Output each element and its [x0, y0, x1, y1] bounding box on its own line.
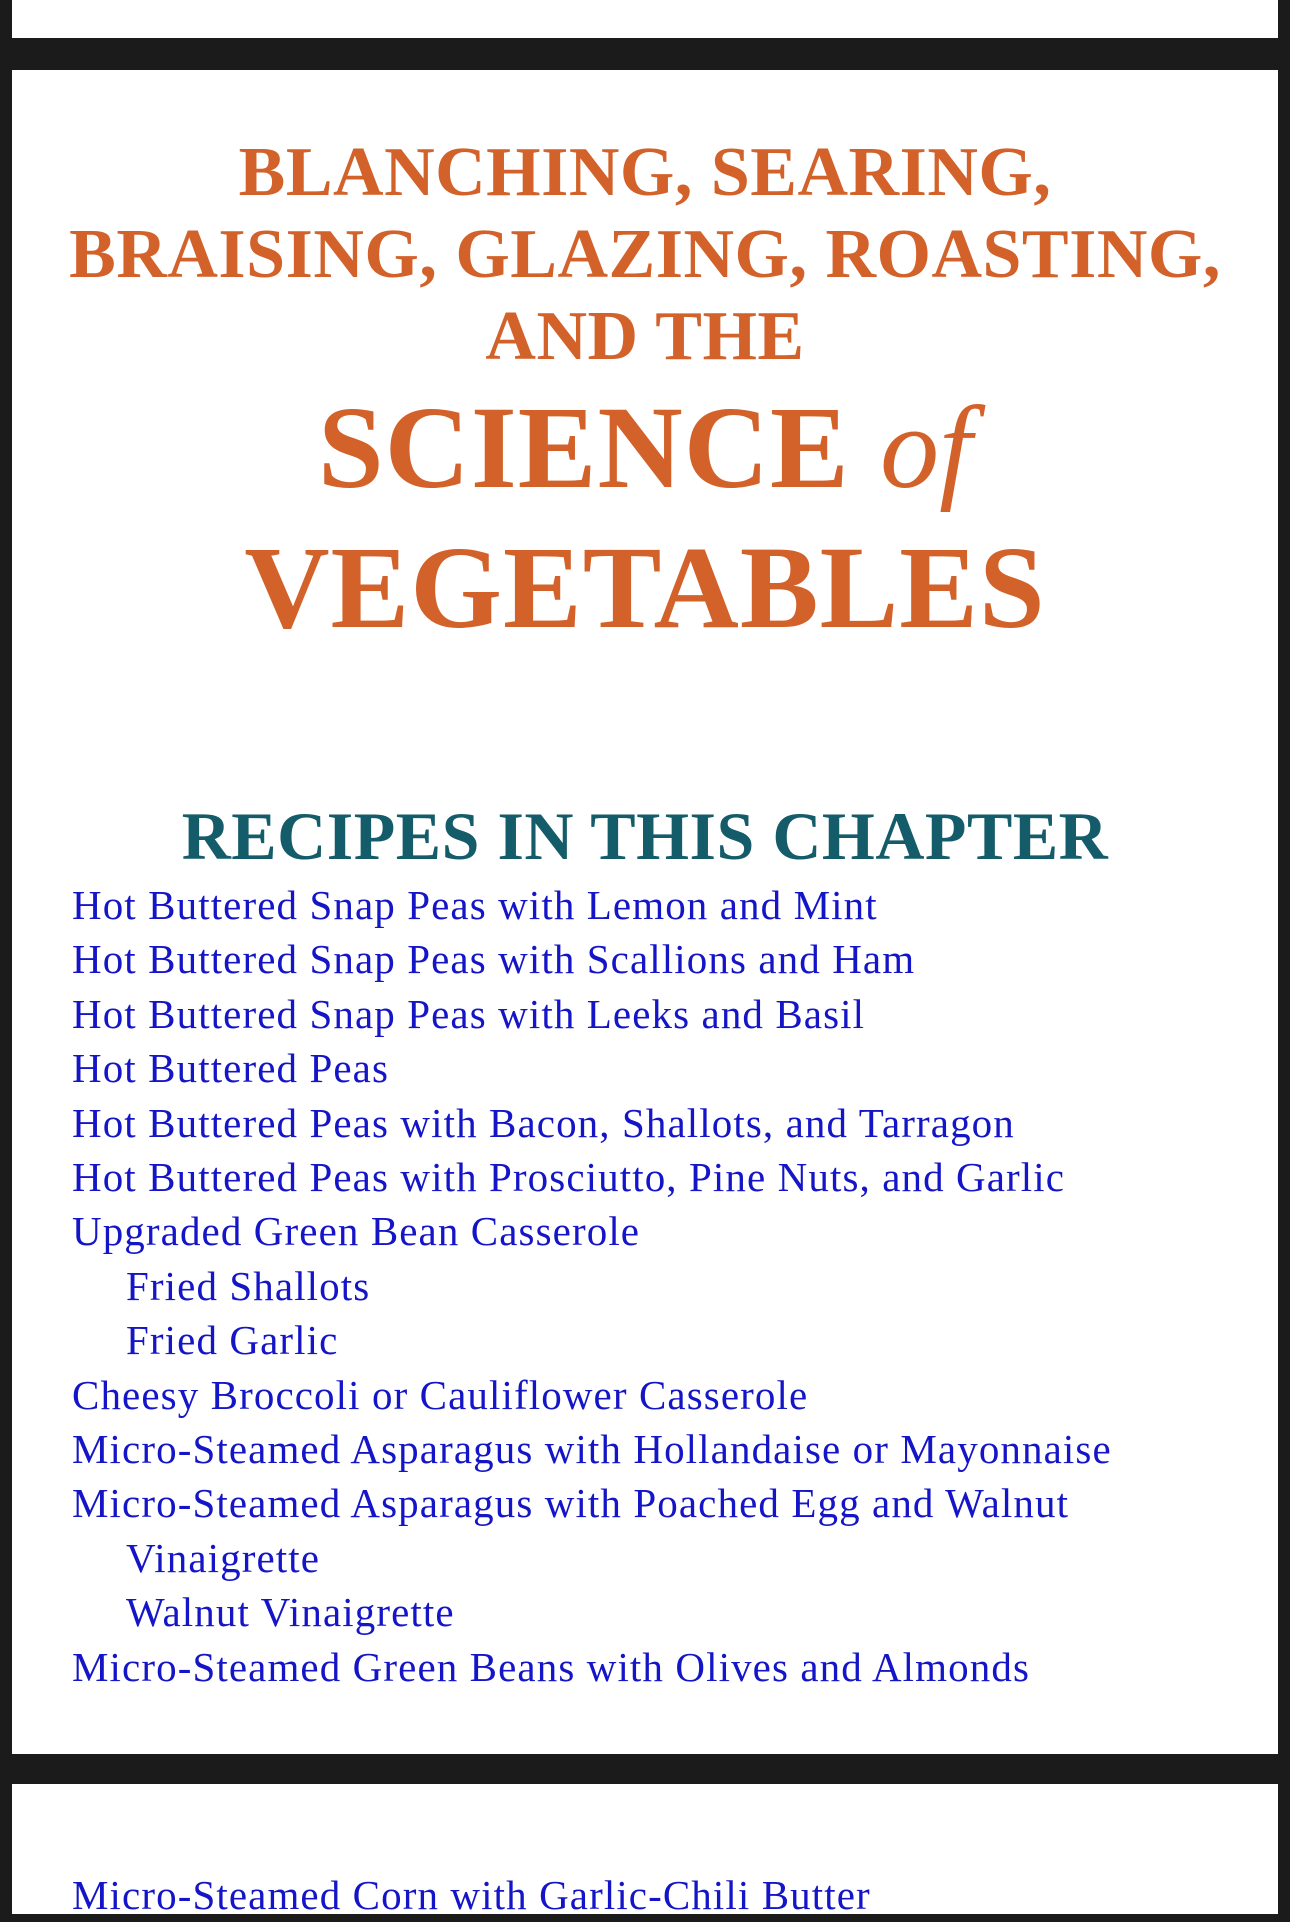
next-page-fragment	[12, 1784, 1278, 1918]
chapter-title-line-1: BLANCHING, SEARING,	[238, 134, 1052, 211]
recipe-link[interactable]: Micro-Steamed Asparagus with Hollandaise or Mayonnaise	[72, 1426, 1112, 1473]
recipe-link[interactable]: Upgraded Green Bean Casserole	[72, 1208, 641, 1255]
recipe-link[interactable]: Hot Buttered Peas	[72, 1045, 390, 1092]
chapter-opening-page	[12, 70, 1278, 1754]
recipes-heading: RECIPES IN THIS CHAPTER	[181, 798, 1109, 874]
recipe-link[interactable]: Hot Buttered Snap Peas with Lemon and Mint	[72, 882, 878, 928]
recipe-link[interactable]: Vinaigrette	[126, 1534, 321, 1581]
next-page-recipe-list	[72, 1868, 871, 1922]
chapter-title-line-2: BRAISING, GLAZING, ROASTING,	[69, 216, 1221, 293]
chapter-title-science: SCIENCE	[318, 382, 850, 513]
recipe-link[interactable]: Fried Shallots	[126, 1262, 371, 1309]
chapter-title-of: of	[880, 382, 972, 513]
recipe-link[interactable]: Cheesy Broccoli or Cauliflower Casserole	[72, 1371, 809, 1418]
chapter-title	[12, 132, 1278, 658]
recipe-link[interactable]: Micro-Steamed Asparagus with Poached Egg and Walnut	[72, 1480, 1070, 1527]
recipe-link[interactable]: Hot Buttered Snap Peas with Scallions and Ham	[72, 936, 916, 983]
chapter-title-line-3: AND THE	[485, 298, 805, 375]
recipe-link[interactable]: Hot Buttered Peas with Prosciutto, Pine Nuts, and Garlic	[72, 1154, 1066, 1201]
recipe-link[interactable]: Hot Buttered Peas with Bacon, Shallots, and Tarragon	[72, 1099, 1015, 1146]
previous-page-fragment	[12, 0, 1278, 38]
recipe-link[interactable]: Hot Buttered Snap Peas with Leeks and Basil	[72, 990, 866, 1037]
recipe-link[interactable]: Walnut Vinaigrette	[126, 1589, 455, 1636]
chapter-title-line-4	[12, 378, 1278, 518]
chapter-title-line-5: VEGETABLES	[244, 522, 1046, 653]
recipe-list	[72, 878, 1238, 1694]
recipe-link[interactable]: Micro-Steamed Corn with Garlic-Chili Butter	[72, 1872, 871, 1918]
recipe-link[interactable]: Fried Garlic	[126, 1317, 339, 1364]
recipe-link[interactable]: Micro-Steamed Green Beans with Olives and Almonds	[72, 1643, 1031, 1690]
